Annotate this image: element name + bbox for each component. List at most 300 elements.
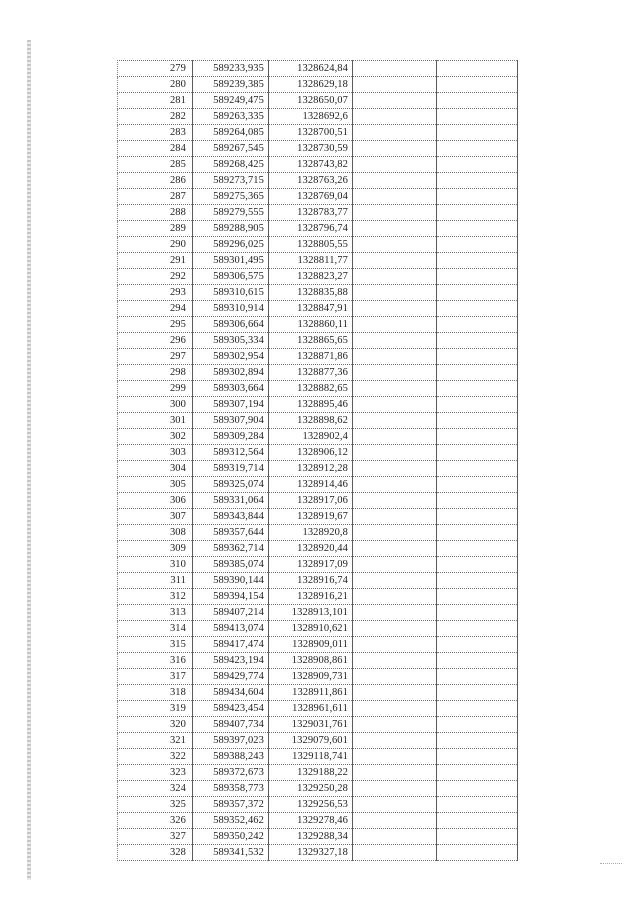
blank-cell (353, 749, 437, 765)
table-row (118, 445, 518, 461)
y-coordinate-cell: 1328796,74 (269, 221, 353, 237)
point-number-cell: 326 (118, 813, 193, 829)
point-number-cell: 309 (118, 541, 193, 557)
point-number-cell: 321 (118, 733, 193, 749)
table-row (118, 301, 518, 317)
blank-cell (353, 701, 437, 717)
point-number-cell: 317 (118, 669, 193, 685)
point-number-cell: 316 (118, 653, 193, 669)
blank-cell (437, 509, 518, 525)
x-coordinate-cell: 589341,532 (193, 845, 269, 861)
y-coordinate-cell: 1329327,18 (269, 845, 353, 861)
x-coordinate-cell: 589362,714 (193, 541, 269, 557)
table-row (118, 365, 518, 381)
blank-cell (353, 141, 437, 157)
blank-cell (353, 589, 437, 605)
x-coordinate-cell: 589268,425 (193, 157, 269, 173)
blank-cell (353, 205, 437, 221)
point-number-cell: 285 (118, 157, 193, 173)
blank-cell (353, 525, 437, 541)
x-coordinate-cell: 589306,575 (193, 269, 269, 285)
blank-cell (353, 557, 437, 573)
blank-cell (437, 477, 518, 493)
y-coordinate-cell: 1328811,77 (269, 253, 353, 269)
blank-cell (353, 253, 437, 269)
y-coordinate-cell: 1328624,84 (269, 61, 353, 77)
table-row (118, 765, 518, 781)
blank-cell (437, 621, 518, 637)
blank-cell (437, 61, 518, 77)
x-coordinate-cell: 589423,194 (193, 653, 269, 669)
y-coordinate-cell: 1329250,28 (269, 781, 353, 797)
y-coordinate-cell: 1328700,51 (269, 125, 353, 141)
blank-cell (353, 461, 437, 477)
blank-cell (353, 445, 437, 461)
x-coordinate-cell: 589309,284 (193, 429, 269, 445)
table-row (118, 557, 518, 573)
y-coordinate-cell: 1328920,8 (269, 525, 353, 541)
blank-cell (437, 349, 518, 365)
table-row (118, 749, 518, 765)
x-coordinate-cell: 589296,025 (193, 237, 269, 253)
table-row (118, 429, 518, 445)
x-coordinate-cell: 589239,385 (193, 77, 269, 93)
table-row (118, 333, 518, 349)
blank-cell (437, 253, 518, 269)
table-row (118, 413, 518, 429)
y-coordinate-cell: 1328805,55 (269, 237, 353, 253)
x-coordinate-cell: 589307,194 (193, 397, 269, 413)
table-row (118, 349, 518, 365)
blank-cell (353, 845, 437, 861)
blank-cell (437, 541, 518, 557)
point-number-cell: 292 (118, 269, 193, 285)
blank-cell (353, 653, 437, 669)
y-coordinate-cell: 1328865,65 (269, 333, 353, 349)
y-coordinate-cell: 1328898,62 (269, 413, 353, 429)
x-coordinate-cell: 589388,243 (193, 749, 269, 765)
blank-cell (437, 189, 518, 205)
table-row (118, 317, 518, 333)
table-row (118, 621, 518, 637)
x-coordinate-cell: 589288,905 (193, 221, 269, 237)
x-coordinate-cell: 589325,074 (193, 477, 269, 493)
x-coordinate-cell: 589264,085 (193, 125, 269, 141)
point-number-cell: 310 (118, 557, 193, 573)
table-row (118, 525, 518, 541)
table-row (118, 509, 518, 525)
blank-cell (437, 365, 518, 381)
point-number-cell: 286 (118, 173, 193, 189)
x-coordinate-cell: 589357,644 (193, 525, 269, 541)
x-coordinate-cell: 589429,774 (193, 669, 269, 685)
blank-cell (353, 541, 437, 557)
y-coordinate-cell: 1329288,34 (269, 829, 353, 845)
blank-cell (353, 173, 437, 189)
blank-cell (353, 637, 437, 653)
blank-cell (353, 221, 437, 237)
x-coordinate-cell: 589310,914 (193, 301, 269, 317)
x-coordinate-cell: 589312,564 (193, 445, 269, 461)
table-row (118, 669, 518, 685)
blank-cell (437, 109, 518, 125)
blank-cell (353, 317, 437, 333)
blank-cell (437, 461, 518, 477)
x-coordinate-cell: 589263,335 (193, 109, 269, 125)
x-coordinate-cell: 589385,074 (193, 557, 269, 573)
table-row (118, 653, 518, 669)
blank-cell (437, 701, 518, 717)
table-row (118, 157, 518, 173)
point-number-cell: 302 (118, 429, 193, 445)
point-number-cell: 300 (118, 397, 193, 413)
table-row (118, 637, 518, 653)
x-coordinate-cell: 589302,954 (193, 349, 269, 365)
blank-cell (353, 797, 437, 813)
x-coordinate-cell: 589352,462 (193, 813, 269, 829)
blank-cell (353, 189, 437, 205)
x-coordinate-cell: 589390,144 (193, 573, 269, 589)
table-row (118, 93, 518, 109)
blank-cell (353, 93, 437, 109)
blank-cell (437, 445, 518, 461)
table-row (118, 173, 518, 189)
x-coordinate-cell: 589413,074 (193, 621, 269, 637)
y-coordinate-cell: 1328912,28 (269, 461, 353, 477)
point-number-cell: 318 (118, 685, 193, 701)
blank-cell (353, 477, 437, 493)
blank-cell (437, 605, 518, 621)
y-coordinate-cell: 1328910,621 (269, 621, 353, 637)
y-coordinate-cell: 1328906,12 (269, 445, 353, 461)
table-row (118, 109, 518, 125)
blank-cell (437, 525, 518, 541)
table-row (118, 541, 518, 557)
y-coordinate-cell: 1328835,88 (269, 285, 353, 301)
blank-cell (437, 141, 518, 157)
x-coordinate-cell: 589343,844 (193, 509, 269, 525)
y-coordinate-cell: 1328847,91 (269, 301, 353, 317)
blank-cell (353, 237, 437, 253)
blank-cell (437, 653, 518, 669)
table-row (118, 845, 518, 861)
blank-cell (437, 685, 518, 701)
point-number-cell: 299 (118, 381, 193, 397)
x-coordinate-cell: 589397,023 (193, 733, 269, 749)
point-number-cell: 287 (118, 189, 193, 205)
point-number-cell: 283 (118, 125, 193, 141)
y-coordinate-cell: 1328860,11 (269, 317, 353, 333)
blank-cell (437, 413, 518, 429)
blank-cell (437, 749, 518, 765)
blank-cell (353, 349, 437, 365)
x-coordinate-cell: 589331,064 (193, 493, 269, 509)
x-coordinate-cell: 589434,604 (193, 685, 269, 701)
y-coordinate-cell: 1328920,44 (269, 541, 353, 557)
x-coordinate-cell: 589301,495 (193, 253, 269, 269)
table-row (118, 221, 518, 237)
blank-cell (353, 61, 437, 77)
blank-cell (353, 397, 437, 413)
blank-cell (437, 93, 518, 109)
point-number-cell: 323 (118, 765, 193, 781)
coordinate-table (117, 60, 518, 861)
point-number-cell: 303 (118, 445, 193, 461)
blank-cell (353, 269, 437, 285)
y-coordinate-cell: 1328650,07 (269, 93, 353, 109)
y-coordinate-cell: 1328919,67 (269, 509, 353, 525)
table-row (118, 381, 518, 397)
point-number-cell: 301 (118, 413, 193, 429)
blank-cell (437, 797, 518, 813)
y-coordinate-cell: 1328909,731 (269, 669, 353, 685)
blank-cell (437, 717, 518, 733)
y-coordinate-cell: 1328895,46 (269, 397, 353, 413)
blank-cell (353, 365, 437, 381)
y-coordinate-cell: 1328914,46 (269, 477, 353, 493)
y-coordinate-cell: 1328902,4 (269, 429, 353, 445)
blank-cell (353, 429, 437, 445)
y-coordinate-cell: 1328961,611 (269, 701, 353, 717)
point-number-cell: 315 (118, 637, 193, 653)
table-row (118, 797, 518, 813)
point-number-cell: 313 (118, 605, 193, 621)
point-number-cell: 295 (118, 317, 193, 333)
blank-cell (437, 829, 518, 845)
point-number-cell: 325 (118, 797, 193, 813)
point-number-cell: 304 (118, 461, 193, 477)
point-number-cell: 284 (118, 141, 193, 157)
table-row (118, 397, 518, 413)
x-coordinate-cell: 589358,773 (193, 781, 269, 797)
x-coordinate-cell: 589303,664 (193, 381, 269, 397)
point-number-cell: 294 (118, 301, 193, 317)
x-coordinate-cell: 589279,555 (193, 205, 269, 221)
y-coordinate-cell: 1329031,761 (269, 717, 353, 733)
blank-cell (353, 509, 437, 525)
blank-cell (437, 637, 518, 653)
table-row (118, 685, 518, 701)
coordinate-table-container (117, 60, 517, 861)
y-coordinate-cell: 1329118,741 (269, 749, 353, 765)
blank-cell (353, 285, 437, 301)
table-row (118, 189, 518, 205)
y-coordinate-cell: 1328909,011 (269, 637, 353, 653)
y-coordinate-cell: 1328877,36 (269, 365, 353, 381)
point-number-cell: 307 (118, 509, 193, 525)
y-coordinate-cell: 1328911,861 (269, 685, 353, 701)
y-coordinate-cell: 1328916,21 (269, 589, 353, 605)
page-corner-mark (600, 863, 622, 865)
y-coordinate-cell: 1328917,09 (269, 557, 353, 573)
y-coordinate-cell: 1328629,18 (269, 77, 353, 93)
point-number-cell: 312 (118, 589, 193, 605)
table-row (118, 237, 518, 253)
blank-cell (437, 381, 518, 397)
blank-cell (353, 717, 437, 733)
point-number-cell: 296 (118, 333, 193, 349)
table-row (118, 477, 518, 493)
blank-cell (437, 237, 518, 253)
blank-cell (353, 829, 437, 845)
point-number-cell: 306 (118, 493, 193, 509)
blank-cell (353, 301, 437, 317)
point-number-cell: 290 (118, 237, 193, 253)
blank-cell (353, 157, 437, 173)
blank-cell (353, 765, 437, 781)
blank-cell (437, 77, 518, 93)
table-row (118, 125, 518, 141)
blank-cell (353, 813, 437, 829)
x-coordinate-cell: 589319,714 (193, 461, 269, 477)
table-row (118, 605, 518, 621)
blank-cell (437, 301, 518, 317)
point-number-cell: 288 (118, 205, 193, 221)
table-row (118, 77, 518, 93)
blank-cell (353, 493, 437, 509)
y-coordinate-cell: 1328882,65 (269, 381, 353, 397)
blank-cell (353, 77, 437, 93)
point-number-cell: 308 (118, 525, 193, 541)
x-coordinate-cell: 589394,154 (193, 589, 269, 605)
blank-cell (353, 669, 437, 685)
y-coordinate-cell: 1329188,22 (269, 765, 353, 781)
x-coordinate-cell: 589273,715 (193, 173, 269, 189)
blank-cell (437, 493, 518, 509)
point-number-cell: 282 (118, 109, 193, 125)
blank-cell (437, 669, 518, 685)
blank-cell (353, 605, 437, 621)
blank-cell (353, 381, 437, 397)
x-coordinate-cell: 589310,615 (193, 285, 269, 301)
table-row (118, 269, 518, 285)
blank-cell (437, 125, 518, 141)
x-coordinate-cell: 589357,372 (193, 797, 269, 813)
blank-cell (353, 733, 437, 749)
y-coordinate-cell: 1328730,59 (269, 141, 353, 157)
table-row (118, 205, 518, 221)
point-number-cell: 279 (118, 61, 193, 77)
point-number-cell: 280 (118, 77, 193, 93)
table-row (118, 61, 518, 77)
x-coordinate-cell: 589417,474 (193, 637, 269, 653)
blank-cell (437, 397, 518, 413)
table-row (118, 589, 518, 605)
x-coordinate-cell: 589307,904 (193, 413, 269, 429)
blank-cell (437, 173, 518, 189)
table-row (118, 701, 518, 717)
blank-cell (437, 205, 518, 221)
table-row (118, 573, 518, 589)
blank-cell (437, 813, 518, 829)
coordinate-table-body (118, 61, 518, 861)
point-number-cell: 319 (118, 701, 193, 717)
y-coordinate-cell: 1328916,74 (269, 573, 353, 589)
blank-cell (353, 685, 437, 701)
table-row (118, 461, 518, 477)
blank-cell (353, 333, 437, 349)
x-coordinate-cell: 589249,475 (193, 93, 269, 109)
y-coordinate-cell: 1329256,53 (269, 797, 353, 813)
scan-binding-edge (27, 40, 31, 880)
table-row (118, 493, 518, 509)
point-number-cell: 291 (118, 253, 193, 269)
x-coordinate-cell: 589423,454 (193, 701, 269, 717)
point-number-cell: 311 (118, 573, 193, 589)
blank-cell (353, 109, 437, 125)
table-row (118, 285, 518, 301)
y-coordinate-cell: 1328769,04 (269, 189, 353, 205)
blank-cell (437, 333, 518, 349)
blank-cell (353, 781, 437, 797)
blank-cell (437, 589, 518, 605)
y-coordinate-cell: 1329079,601 (269, 733, 353, 749)
blank-cell (437, 781, 518, 797)
y-coordinate-cell: 1328692,6 (269, 109, 353, 125)
y-coordinate-cell: 1328743,82 (269, 157, 353, 173)
point-number-cell: 298 (118, 365, 193, 381)
x-coordinate-cell: 589372,673 (193, 765, 269, 781)
blank-cell (437, 317, 518, 333)
blank-cell (437, 285, 518, 301)
blank-cell (437, 733, 518, 749)
x-coordinate-cell: 589407,734 (193, 717, 269, 733)
y-coordinate-cell: 1329278,46 (269, 813, 353, 829)
point-number-cell: 322 (118, 749, 193, 765)
table-row (118, 717, 518, 733)
table-row (118, 141, 518, 157)
y-coordinate-cell: 1328763,26 (269, 173, 353, 189)
point-number-cell: 320 (118, 717, 193, 733)
blank-cell (437, 269, 518, 285)
blank-cell (353, 413, 437, 429)
blank-cell (437, 573, 518, 589)
point-number-cell: 293 (118, 285, 193, 301)
blank-cell (437, 221, 518, 237)
x-coordinate-cell: 589302,894 (193, 365, 269, 381)
y-coordinate-cell: 1328917,06 (269, 493, 353, 509)
point-number-cell: 289 (118, 221, 193, 237)
x-coordinate-cell: 589306,664 (193, 317, 269, 333)
blank-cell (437, 845, 518, 861)
blank-cell (437, 765, 518, 781)
point-number-cell: 305 (118, 477, 193, 493)
point-number-cell: 327 (118, 829, 193, 845)
blank-cell (353, 125, 437, 141)
y-coordinate-cell: 1328908,861 (269, 653, 353, 669)
x-coordinate-cell: 589275,365 (193, 189, 269, 205)
table-row (118, 781, 518, 797)
table-row (118, 813, 518, 829)
y-coordinate-cell: 1328913,101 (269, 605, 353, 621)
x-coordinate-cell: 589267,545 (193, 141, 269, 157)
blank-cell (437, 557, 518, 573)
y-coordinate-cell: 1328823,27 (269, 269, 353, 285)
y-coordinate-cell: 1328871,86 (269, 349, 353, 365)
table-row (118, 733, 518, 749)
blank-cell (353, 621, 437, 637)
table-row (118, 253, 518, 269)
point-number-cell: 328 (118, 845, 193, 861)
y-coordinate-cell: 1328783,77 (269, 205, 353, 221)
blank-cell (437, 429, 518, 445)
x-coordinate-cell: 589233,935 (193, 61, 269, 77)
point-number-cell: 281 (118, 93, 193, 109)
x-coordinate-cell: 589407,214 (193, 605, 269, 621)
point-number-cell: 324 (118, 781, 193, 797)
blank-cell (353, 573, 437, 589)
point-number-cell: 297 (118, 349, 193, 365)
